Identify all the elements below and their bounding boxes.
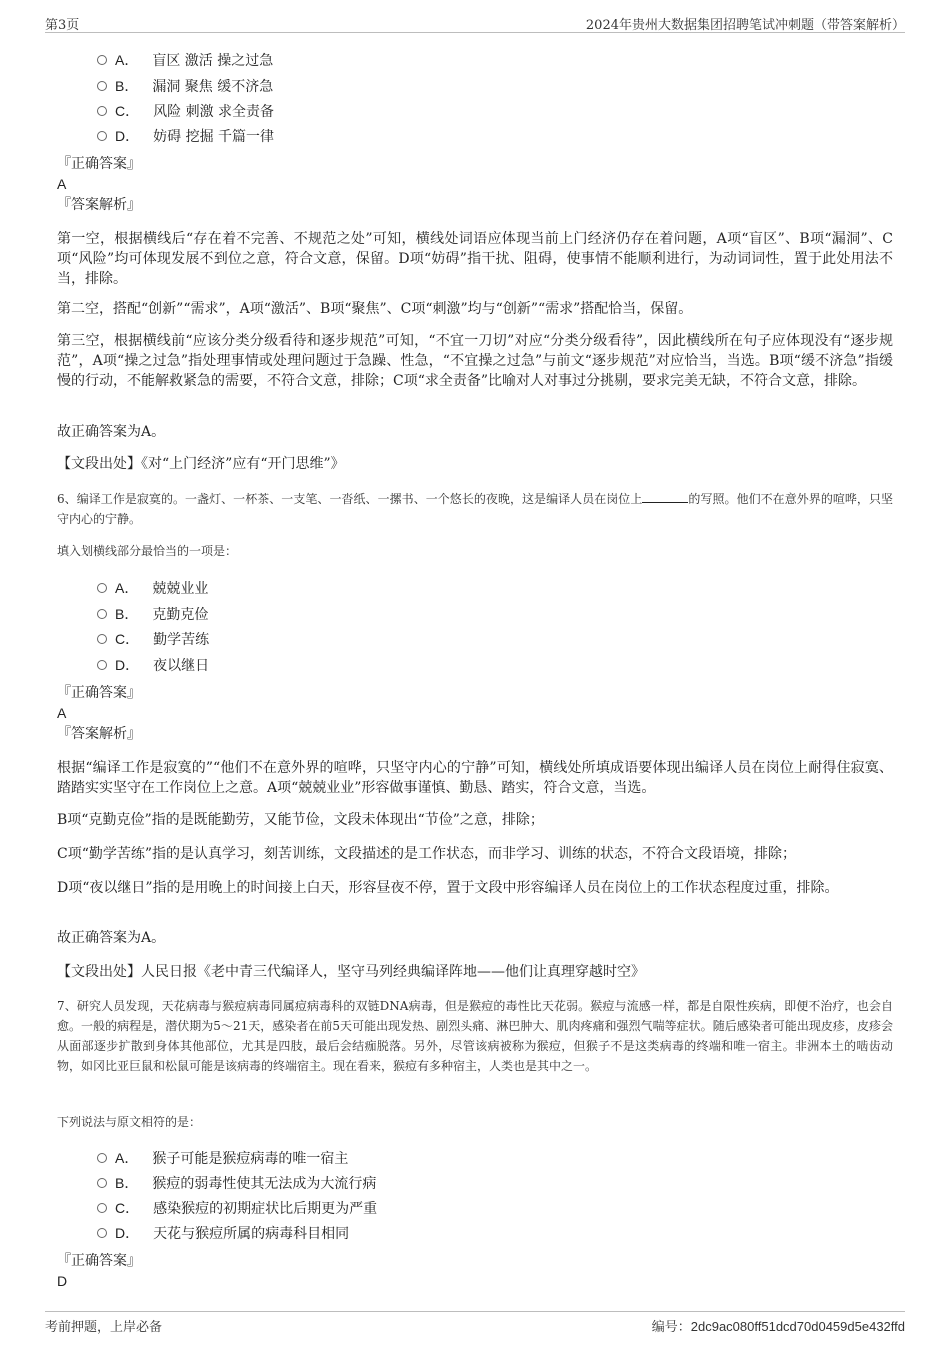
document-code: 编号：2dc9ac080ff51dcd70d0459d5e432ffd bbox=[651, 1319, 905, 1334]
q6-analysis-para-3: C项“勤学苦练”指的是认真学习，刻苦训练，文段描述的是工作状态，而非学习、训练的状态，不符合文段语境，排除； bbox=[57, 846, 797, 862]
q6-stem: 6、编译工作是寂寞的。一盏灯、一杯茶、一支笔、一沓纸、一摞书、一个悠长的夜晚，这是编译人员在岗位上 的写照。他们不在意外界的喧哗，只坚守内心的宁静。 bbox=[57, 492, 893, 526]
q6-conclusion: 故正确答案为A。 bbox=[57, 930, 166, 946]
q5-analysis-label: 『答案解析』 bbox=[57, 197, 141, 213]
page-footer bbox=[45, 1311, 905, 1336]
radio-icon[interactable] bbox=[97, 1203, 107, 1213]
q6-option-b[interactable]: B． 克勤克俭 bbox=[97, 604, 208, 624]
radio-icon[interactable] bbox=[97, 55, 107, 65]
q5-source: 【文段出处】《对“上门经济”应有“开门思维”》 bbox=[57, 456, 345, 472]
q5-option-d[interactable]: D． 妨碍 挖掘 千篇一律 bbox=[97, 126, 274, 146]
q6-option-c[interactable]: C． 勤学苦练 bbox=[97, 629, 209, 649]
radio-icon[interactable] bbox=[97, 583, 107, 593]
q7-option-c[interactable]: C． 感染猴痘的初期症状比后期更为严重 bbox=[97, 1198, 377, 1218]
q6-answer-label: 『正确答案』 bbox=[57, 685, 141, 701]
q7-stem: 7、研究人员发现，天花病毒与猴痘病毒同属痘病毒科的双链DNA病毒，但是猴痘的毒性比天花弱。猴痘与流感一样，都是自限性疾病，即便不治疗，也会自愈。一般的病程是，潜伏期为5～21天，感染者在前5天可能出现发热、剧烈头痛、淋巴肿大、肌肉疼痛和强烈气喘等症状。随后感染者可能出现皮疹，皮疹会从面部逐步扩散到身体其他部位，尤其是四肢，最后会结痂脱落。另外，尽管该病被称为猴痘，但猴子不是这类病毒的终端和唯一宿主。非洲本土的啮齿动物，如冈比亚巨鼠和松鼠可能是该病毒的终端宿主。现在看来，猴痘有多种宿主，人类也是其中之一。 bbox=[57, 999, 893, 1073]
blank-line bbox=[642, 490, 688, 503]
page-number: 第3页 bbox=[45, 18, 80, 33]
q5-analysis-para-1: 第一空，根据横线后“存在着不完善、不规范之处”可知，横线处词语应体现当前上门经济仍存在着问题，A项“盲区”、B项“漏洞”、C项“风险”均可体现发展不到位之意，符合文意，保留。D项“妨碍”指干扰、阻碍，使事情不能顺利进行，为动词词性，置于此处用法不当，排除。 bbox=[57, 231, 893, 287]
q5-option-b[interactable]: B． 漏洞 聚焦 缓不济急 bbox=[97, 76, 273, 96]
q5-analysis-para-2: 第二空，搭配“创新”“需求”，A项“激活”、B项“聚焦”、C项“刺激”均与“创新”“需求”搭配恰当，保留。 bbox=[57, 301, 693, 317]
q5-answer-label: 『正确答案』 bbox=[57, 156, 141, 172]
q6-analysis-para-2: B项“克勤克俭”指的是既能勤劳，又能节俭，文段未体现出“节俭”之意，排除； bbox=[57, 812, 544, 828]
radio-icon[interactable] bbox=[97, 131, 107, 141]
q6-answer: A bbox=[57, 705, 67, 721]
radio-icon[interactable] bbox=[97, 634, 107, 644]
q6-source: 【文段出处】人民日报《老中青三代编译人，坚守马列经典编译阵地——他们让真理穿越时空》 bbox=[57, 964, 645, 980]
radio-icon[interactable] bbox=[97, 660, 107, 670]
q7-answer: D bbox=[57, 1273, 68, 1289]
radio-icon[interactable] bbox=[97, 609, 107, 619]
footer-slogan: 考前押题，上岸必备 bbox=[45, 1320, 163, 1335]
q6-analysis-para-4: D项“夜以继日”指的是用晚上的时间接上白天，形容昼夜不停，置于文段中形容编译人员在岗位上的工作状态程度过重，排除。 bbox=[57, 880, 839, 896]
radio-icon[interactable] bbox=[97, 1178, 107, 1188]
q7-option-a[interactable]: A． 猴子可能是猴痘病毒的唯一宿主 bbox=[97, 1148, 348, 1168]
q6-option-a[interactable]: A． 兢兢业业 bbox=[97, 578, 208, 598]
q7-answer-label: 『正确答案』 bbox=[57, 1253, 141, 1269]
radio-icon[interactable] bbox=[97, 1153, 107, 1163]
q5-conclusion: 故正确答案为A。 bbox=[57, 424, 166, 440]
q5-analysis-para-3: 第三空，根据横线前“应该分类分级看待和逐步规范”可知，“不宜一刀切”对应“分类分级看待”，因此横线所在句子应体现没有“逐步规范”，A项“操之过急”指处理事情或处理问题过于急躁、性急，“不宜操之过急”与前文“逐步规范”对应恰当，当选。B项“缓不济急”指缓慢的行动，不能解救紧急的需要，不符合文意，排除；C项“求全责备”比喻对人对事过分挑剔，要求完美无缺，不符合文意，排除。 bbox=[57, 333, 893, 389]
radio-icon[interactable] bbox=[97, 106, 107, 116]
q5-option-c[interactable]: C． 风险 刺激 求全责备 bbox=[97, 101, 274, 121]
q7-option-d[interactable]: D． 天花与猴痘所属的病毒科目相同 bbox=[97, 1223, 349, 1243]
q5-option-a[interactable]: A． 盲区 激活 操之过急 bbox=[97, 50, 273, 70]
radio-icon[interactable] bbox=[97, 81, 107, 91]
page-header bbox=[45, 12, 905, 33]
q5-answer: A bbox=[57, 176, 67, 192]
q6-analysis-label: 『答案解析』 bbox=[57, 726, 141, 742]
q6-prompt: 填入划横线部分最恰当的一项是： bbox=[57, 544, 238, 558]
q7-prompt: 下列说法与原文相符的是： bbox=[57, 1115, 202, 1129]
q6-analysis-para-1: 根据“编译工作是寂寞的”“他们不在意外界的喧哗，只坚守内心的宁静”可知，横线处所填成语要体现出编译人员在岗位上耐得住寂寞、踏踏实实坚守在工作岗位上之意。A项“兢兢业业”形容做事谨慎、勤恳、踏实，符合文意，当选。 bbox=[57, 760, 893, 796]
document-title: 2024年贵州大数据集团招聘笔试冲刺题（带答案解析） bbox=[585, 18, 905, 33]
q6-option-d[interactable]: D． 夜以继日 bbox=[97, 655, 209, 675]
q7-option-b[interactable]: B． 猴痘的弱毒性使其无法成为大流行病 bbox=[97, 1173, 376, 1193]
radio-icon[interactable] bbox=[97, 1228, 107, 1238]
